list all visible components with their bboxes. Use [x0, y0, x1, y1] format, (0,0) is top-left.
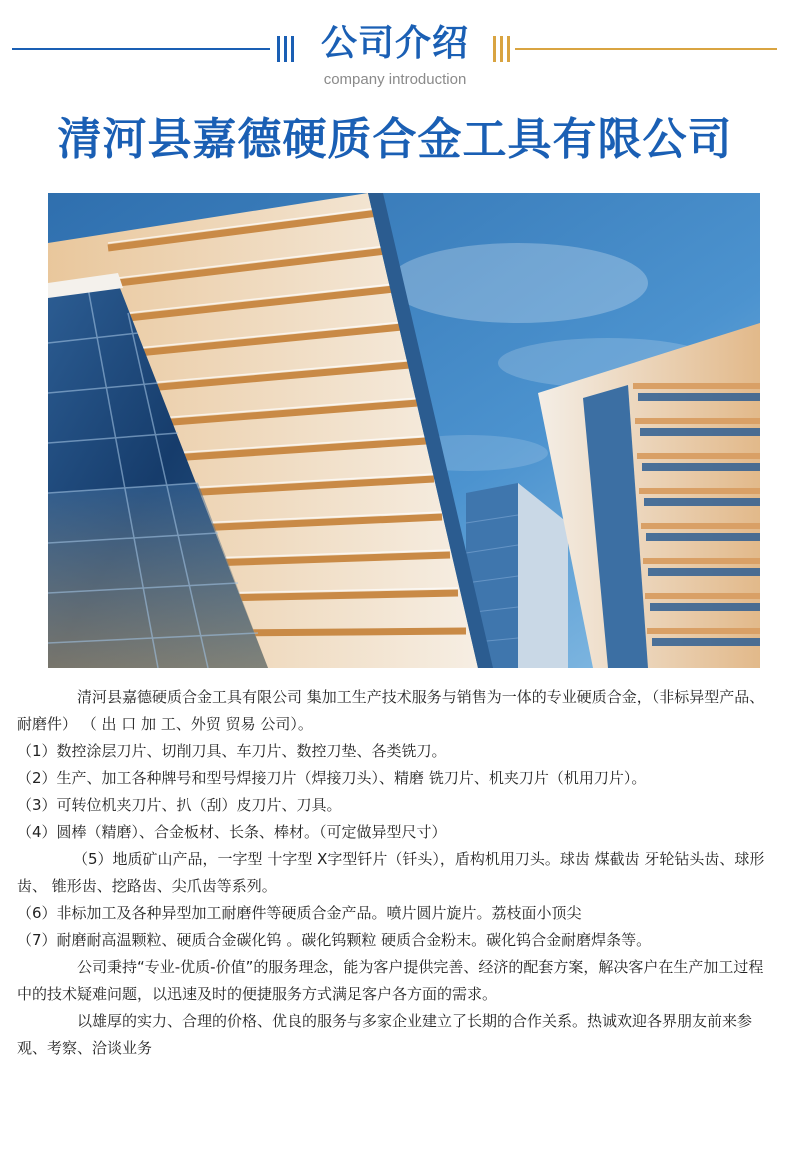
section-title: 公司介绍 [320, 23, 469, 64]
product-item-4: （4）圆棒（精磨）、合金板材、长条、棒材。（可定做异型尺寸） [17, 823, 447, 841]
header-rule-left [12, 48, 270, 50]
section-subtitle: company introduction [323, 71, 467, 88]
philosophy-paragraph: 公司秉持“专业-优质-价值”的服务理念，能为客户提供完善、经济的配套方案，解决客户在生产加工过程中的技术疑难问题，以迅速及时的便捷服务方式满足客户各方面的需求。 [17, 958, 764, 1003]
company-name: 清河县嘉德硬质合金工具有限公司 [57, 114, 733, 165]
product-item-5: （5）地质矿山产品，一字型 十字型 X字型钎片（钎头），盾构机用刀头。球齿 煤截齿 牙轮钻头齿、球形齿、 锥形齿、挖路齿、尖爪齿等系列。 [17, 850, 765, 895]
product-item-7: （7）耐磨耐高温颗粒、硬质合金碳化钨 。碳化钨颗粒 硬质合金粉末。碳化钨合金耐磨焊条等。 [17, 931, 652, 949]
company-description [17, 684, 777, 1062]
closing-paragraph: 以雄厚的实力、合理的价格、优良的服务与多家企业建立了长期的合作关系。热诚欢迎各界朋友前来参观、考察、洽谈业务 [17, 1012, 753, 1057]
product-item-6: （6）非标加工及各种异型加工耐磨件等硬质合金产品。喷片圆片旋片。荔枝面小顶尖 [17, 904, 582, 922]
header-rule-right [515, 48, 777, 50]
product-item-2: （2）生产、加工各种牌号和型号焊接刀片（焊接刀头）、精磨 铣刀片、机夹刀片（机用刀片）。 [17, 769, 647, 787]
header-bars-right [493, 36, 510, 62]
product-item-3: （3）可转位机夹刀片、扒（刮）皮刀片、刀具。 [17, 796, 342, 814]
section-header [0, 0, 790, 100]
header-bars-left [277, 36, 294, 62]
product-item-1: （1）数控涂层刀片、切削刀具、车刀片、数控刀垫、各类铣刀。 [17, 742, 447, 760]
intro-paragraph: 清河县嘉德硬质合金工具有限公司 集加工生产技术服务与销售为一体的专业硬质合金，（非标异型产品、耐磨件） （ 出 口 加 工、外贸 贸易 公司）。 [17, 688, 765, 733]
buildings-photo [48, 193, 760, 668]
